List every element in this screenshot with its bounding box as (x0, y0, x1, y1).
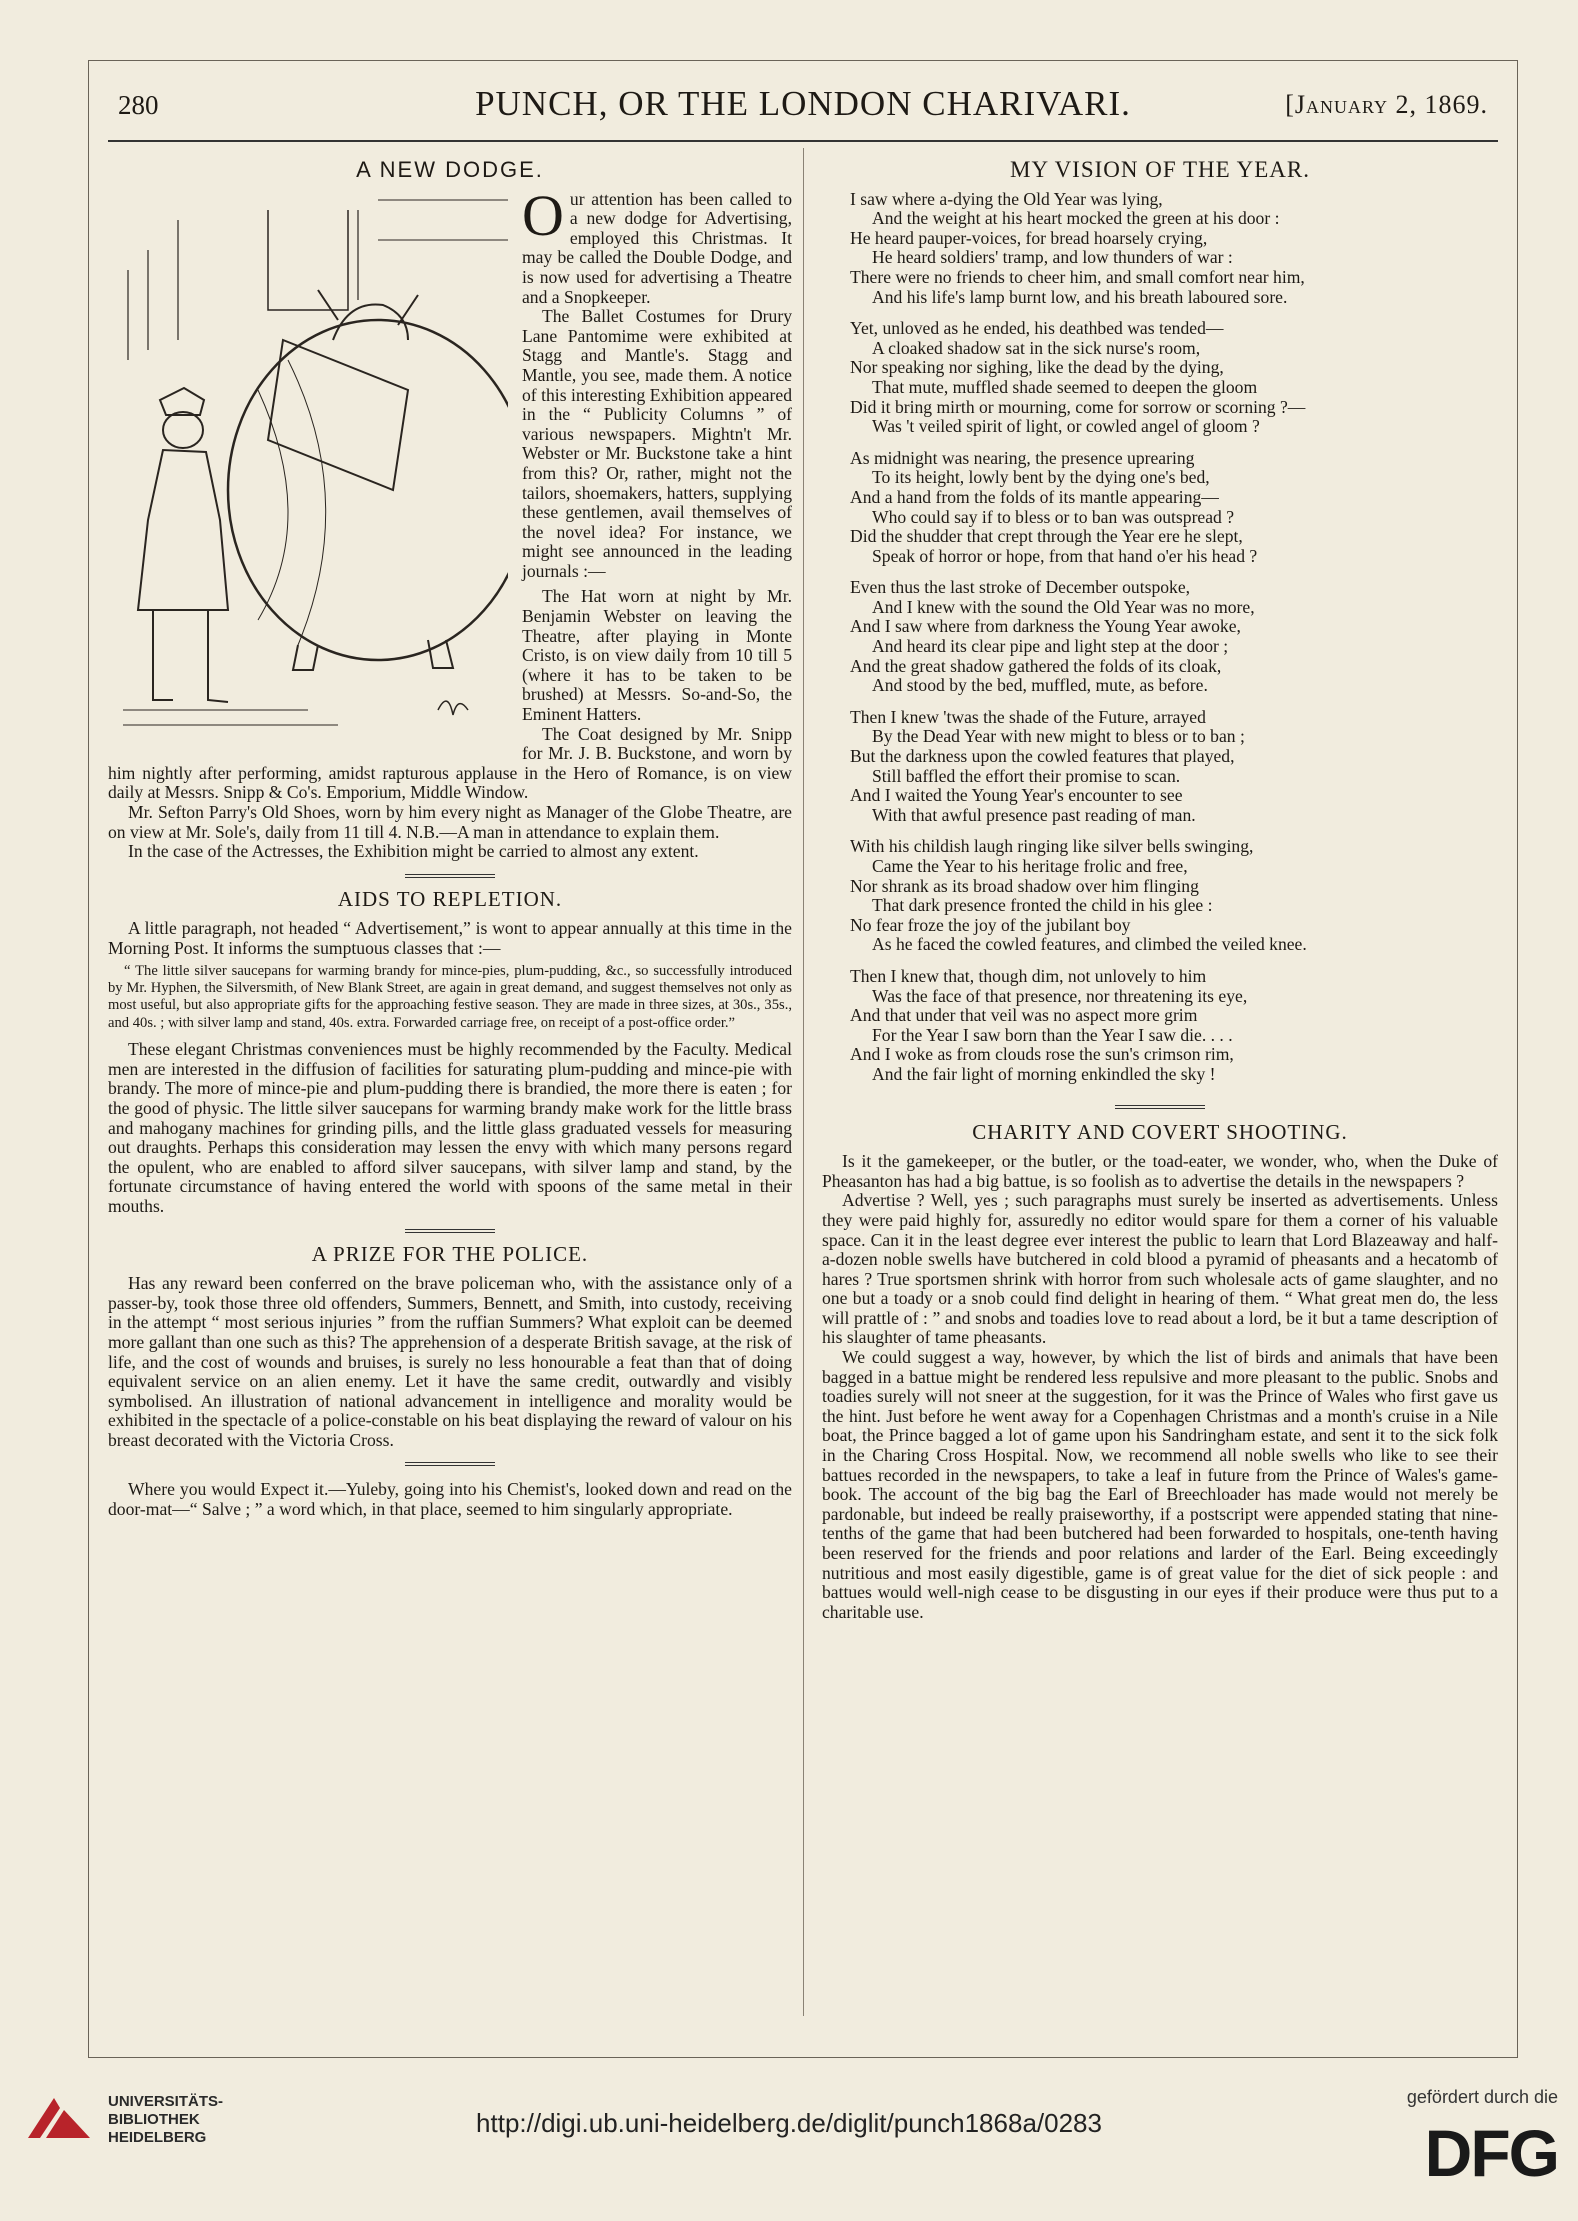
article-title-prize-for-police: A PRIZE FOR THE POLICE. (311, 1241, 589, 1266)
poem-line: He heard soldiers' tramp, and low thunders of war : (872, 247, 1233, 268)
poem-line: And that under that veil was no aspect more grim (850, 1005, 1198, 1026)
dodge-paragraph-2: The Ballet Costumes for Drury Lane Pantomime were exhibited at Stagg and Mantle's. Stagg and Mantle, you see, made them. A notice of this interesting Exhibition appeared in the “ Publicity Columns ” of various newspapers. Mightn't Mr. Webster or Mr. Buckstone take a hint from this? Or, rather, might not the tailors, shoemakers, hatters, supplying these gentlemen, avail themselves of the novel idea? For instance, we might see announced in the leading journals :— (522, 306, 792, 581)
poem-line: Still baffled the effort their promise to scan. (872, 765, 1181, 786)
poem-line: That dark presence fronted the child in his glee : (872, 895, 1213, 916)
article-title-charity-covert-shooting: CHARITY AND COVERT SHOOTING. (972, 1119, 1348, 1144)
poem-line: Then I knew that, though dim, not unlovely to him (850, 965, 1207, 986)
right-column (822, 157, 1498, 1622)
poem-line: And the fair light of morning enkindled the sky ! (872, 1063, 1216, 1084)
article-title-new-dodge: A NEW DODGE. (356, 157, 544, 182)
cartoon-man-and-advertising-ball (108, 190, 508, 750)
running-header (118, 84, 1488, 128)
poem-line: No fear froze the joy of the jubilant boy (850, 914, 1131, 935)
dodge-paragraph-4: The Coat designed by Mr. Snipp for Mr. J. B. Buckstone, and worn by him nightly after performing, amidst rapturous applause in the Hero of Romance, is on view daily at Messrs. Snipp & Co's. Emporium, Middle Window. (108, 723, 792, 803)
section-separator (1115, 1105, 1205, 1109)
poem-line: For the Year I saw born than the Year I saw die. . . . (872, 1024, 1233, 1045)
poem-stanza (850, 708, 1498, 826)
poem-line: With that awful presence past reading of man. (872, 804, 1196, 825)
issue-date: [January 2, 1869. (1285, 90, 1488, 119)
funded-by-label: gefördert durch die (1406, 2087, 1558, 2107)
poem-stanza (850, 967, 1498, 1085)
poem-line: To its height, lowly bent by the dying one's bed, (872, 467, 1210, 488)
article-title-aids-to-repletion: AIDS TO REPLETION. (337, 886, 563, 911)
dodge-paragraph-3: The Hat worn at night by Mr. Benjamin Webster on leaving the Theatre, after playing in Monte Cristo, is on view daily from 10 till 5 (where it has to be taken to be brushed) at Messrs. So-and-So, the Eminent Hatters. (522, 586, 792, 725)
charity-paragraph-1: Is it the gamekeeper, or the butler, or the toad-eater, we wonder, who, when the Duke of Pheasanton has had a big battue, is so foolish as to advertise the details in the newspapers ? (822, 1151, 1498, 1191)
dfg-logo: DFG (1424, 2116, 1558, 2190)
poem-line: And the great shadow gathered the folds of its cloak, (850, 655, 1222, 676)
source-url[interactable]: http://digi.ub.uni-heidelberg.de/diglit/punch1868a/0283 (476, 2108, 1102, 2138)
expect-paragraph: Where you would Expect it.—Yuleby, going into his Chemist's, looked down and read on the door-mat—“ Salve ; ” a word which, in that place, seemed to him singularly appropriate. (108, 1479, 792, 1520)
poem-line: Was 't veiled spirit of light, or cowled angel of gloom ? (872, 416, 1260, 437)
left-column (108, 157, 792, 1520)
poem-line: And the weight at his heart mocked the green at his door : (872, 208, 1280, 229)
poem-line: I saw where a-dying the Old Year was lying, (850, 188, 1163, 209)
poem-line: Came the Year to his heritage frolic and free, (872, 856, 1188, 876)
poem-line: And I woke as from clouds rose the sun's crimson rim, (850, 1044, 1234, 1065)
poem-line: A cloaked shadow sat in the sick nurse's room, (872, 337, 1201, 358)
charity-paragraph-3: We could suggest a way, however, by which the list of birds and animals that have been bagged in a battue might be rendered less repulsive and more pleasant to the public. Snobs and toadies surely will not sneer at the suggestion, for it was the Prince of Wales who first gave us the hint. Just before he went away for a Copenhagen Christmas and a month's cruise in a Nile boat, the Prince bagged a lot of game upon his Sandringham estate, and sent it to the sick folk in the Charing Cross Hospital. Now, we recommend all noble swells who like to see their battues recorded in the newspapers, to take a leaf in future from the Prince of Wales's game-book. The account of the big bag the Earl of Breechloader has made would not merely be pardonable, but indeed be really praiseworthy, if a postscript were appended stating that nine-tenths of the game that had been butchered had been forwarded to hospitals, one-tenth having been reserved for the friends and poor relations and larder of the Earl. Being exceedingly nutritious and most easily digestible, game is of great value for the diet of sick people : and battues would well-nigh cease to be disgusting in our eyes if their produce were thus put to a charitable use. (822, 1347, 1498, 1622)
charity-paragraph-2: Advertise ? Well, yes ; such paragraphs must surely be inserted as advertisements. Unless they were paid highly for, assuredly no editor would spare for them a corner of his valuable space. Can it in the least degree ever interest the public to learn that Lord Blazeaway and half-a-dozen noble swells have butchered in cold blood a pyramid of pheasants and a hecatomb of hares ? True sportsmen shrink with horror from such wholesale acts of game slaughter, and no one but a toady or a snob could find delight in hearing of them. “ What great men do, the less will prattle of : ” and snobs and toadies love to read about a lord, be it but a tame description of his slaughter of tame pheasants. (822, 1190, 1498, 1348)
poem-line: And a hand from the folds of its mantle appearing— (850, 486, 1219, 507)
section-separator (405, 1462, 495, 1466)
poem-stanza (850, 449, 1498, 567)
poem-stanza (850, 578, 1498, 696)
poem-line: As he faced the cowled features, and climbed the veiled knee. (872, 934, 1307, 955)
poem-line: Speak of horror or hope, from that hand o'er his head ? (872, 545, 1258, 566)
poem-line: There were no friends to cheer him, and small comfort near him, (850, 266, 1305, 287)
poem-title-my-vision: MY VISION OF THE YEAR. (1010, 157, 1310, 182)
drop-cap: O (522, 182, 564, 248)
section-separator (405, 874, 495, 878)
poem-line: Who could say if to bless or to ban was outspread ? (872, 506, 1235, 527)
poem-line: That mute, muffled shade seemed to deepen the gloom (872, 376, 1258, 397)
poem-stanza (850, 190, 1498, 308)
poem-line: Yet, unloved as he ended, his deathbed was tended— (850, 318, 1224, 339)
poem-line: Nor shrank as its broad shadow over him flinging (850, 875, 1199, 896)
section-separator (405, 1229, 495, 1233)
dodge-paragraph-6: In the case of the Actresses, the Exhibition might be carried to almost any extent. (128, 841, 699, 862)
poem-line: Was the face of that presence, nor threatening its eye, (872, 985, 1248, 1006)
column-divider (803, 148, 804, 2016)
poem-line: As midnight was nearing, the presence uprearing (850, 447, 1195, 468)
dodge-paragraph-1: ur attention has been called to a new dodge for Advertising, employed this Christmas. It may be called the Double Dodge, and is now used for advertising a Theatre and a Snopkeeper. (522, 188, 792, 307)
poem-line: By the Dead Year with new might to bless or to ban ; (872, 726, 1245, 747)
repletion-paragraph-1: A little paragraph, not headed “ Advertisement,” is wont to appear annually at this time in the Morning Post. It informs the sumptuous classes that :— (108, 918, 792, 958)
cartoon-illustration (108, 190, 508, 750)
library-name: UNIVERSITÄTS- BIBLIOTHEK HEIDELBERG (108, 2093, 224, 2146)
poem-my-vision-of-the-year (850, 190, 1498, 1085)
poem-line: And I knew with the sound the Old Year was no more, (872, 596, 1255, 617)
repletion-paragraph-2: These elegant Christmas conveniences must be highly recommended by the Faculty. Medical men are interested in the diffusion of facilities for saturating plum-pudding and mince-pie with brandy. The more of mince-pie and plum-pudding there is brandied, the more there is eaten ; for the good of physic. The little silver saucepans for warming brandy make work for the little brass and mahogany machines for grinding pills, and the little glass graduated vessels for measuring out draughts. Perhaps this consideration may lessen the envy with which many persons regard the opulent, who are enabled to afford silver saucepans, with silver lamp and stand, by the fortunate circumstance of having entered the world with spoons of the same metal in their mouths. (108, 1039, 792, 1216)
poem-line: But the darkness upon the cowled features that played, (850, 746, 1235, 767)
poem-stanza (850, 837, 1498, 955)
poem-line: And his life's lamp burnt low, and his breath laboured sore. (872, 286, 1288, 307)
quote-text: “ The little silver saucepans for warming brandy for mince-pies, plum-pudding, &c., so successfully introduced by Mr. Hyphen, the Silversmith, of New Blank Street, are again in great demand, and suggest themselves not only as most useful, but also appropriate gifts for the approaching festive season. They are made in three sizes, at 30s., 35s., and 40s. ; with silver lamp and stand, 40s. extra. Forwarded carriage free, on receipt of a post-office order.” (108, 962, 792, 1031)
publication-title: PUNCH, OR THE LONDON CHARIVARI. (475, 84, 1131, 123)
poem-line: And I waited the Young Year's encounter to see (850, 785, 1183, 806)
poem-line: With his childish laugh ringing like silver bells swinging, (850, 836, 1254, 857)
poem-line: He heard pauper-voices, for bread hoarsely crying, (850, 227, 1208, 248)
police-paragraph-1: Has any reward been conferred on the brave policeman who, with the assistance only of a passer-by, took those three old offenders, Summers, Bennett, and Smith, into custody, receiving in the attempt “ most serious injuries ” from the ruffian Summers? What exploit can be deemed more gallant than one such as this? The apprehension of a desperate British savage, at the risk of life, and the cost of wounds and bruises, is surely no less honourable a feat than that of doing equivalent service on an alien enemy. Let it have the same credit, outwardly and visibly symbolised. An illustration of national advancement in intelligence and morality would be exhibited in the spectacle of a police-constable on his beat displaying the reward of valour on his breast decorated with the Victoria Cross. (108, 1273, 792, 1450)
header-rule (108, 140, 1498, 142)
poem-line: And I saw where from darkness the Young Year awoke, (850, 616, 1241, 637)
poem-line: Did the shudder that crept through the Year ere he slept, (850, 526, 1243, 547)
page-number: 280 (118, 90, 159, 120)
poem-line: And heard its clear pipe and light step at the door ; (872, 636, 1229, 657)
poem-line: And stood by the bed, muffled, mute, as before. (872, 675, 1208, 696)
poem-line: Then I knew 'twas the shade of the Future, arrayed (850, 706, 1206, 727)
repletion-quotation (108, 963, 792, 1033)
poem-line: Did it bring mirth or mourning, come for sorrow or scorning ?— (850, 396, 1306, 417)
poem-stanza (850, 319, 1498, 437)
poem-line: Even thus the last stroke of December outspoke, (850, 577, 1191, 598)
poem-line: Nor speaking nor sighing, like the dead by the dying, (850, 357, 1224, 378)
dodge-paragraph-5: Mr. Sefton Parry's Old Shoes, worn by him every night as Manager of the Globe Theatre, are on view at Mr. Sole's, daily from 11 till 4. N.B.—A man in attendance to explain them. (108, 802, 792, 842)
